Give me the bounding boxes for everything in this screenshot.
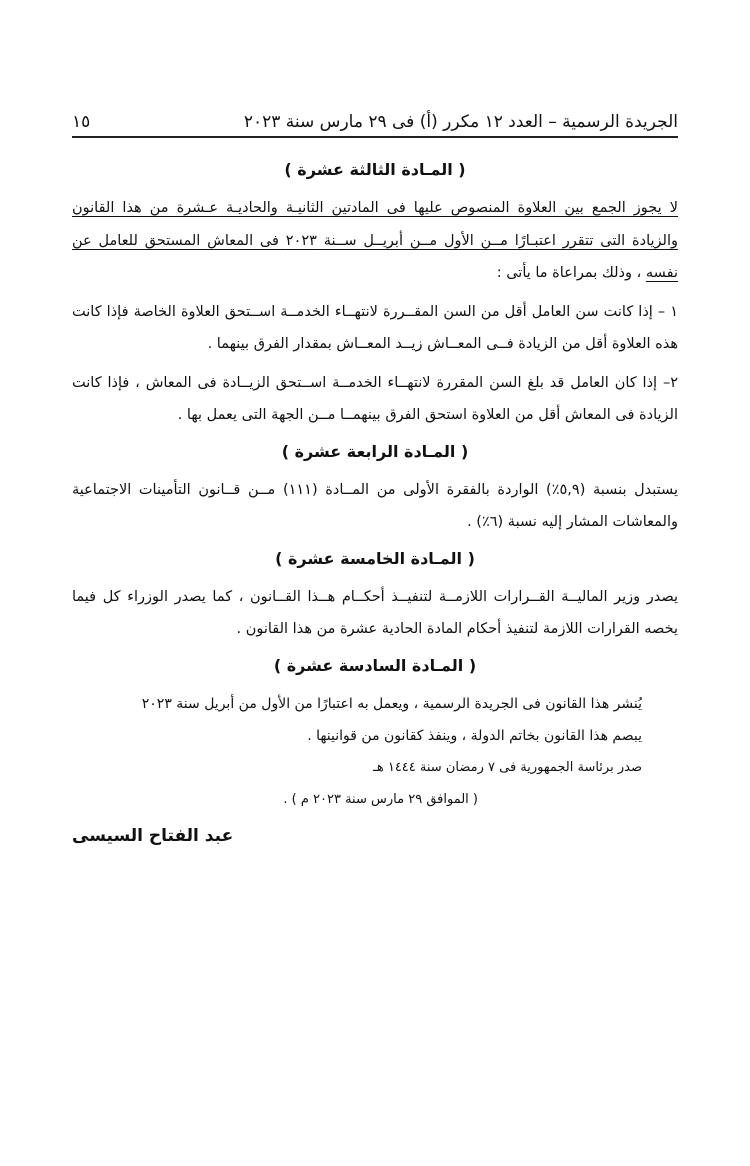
- article-13-intro-underlined: لا يجوز الجمع بين العلاوة المنصوص عليها فى المادتين الثانيـة والحاديـة عـشرة من هذا القانون والزيادة التى تتقرر اعتبـارًا مــن الأول مــن أبريــل ســنة ٢٠٢٣ فى المعاش المستحق للعامل عن نفسه: [72, 200, 678, 281]
- gazette-title: الجريدة الرسمية – العدد ١٢ مكرر (أ) فى ٢٩ مارس سنة ٢٠٢٣: [243, 112, 678, 132]
- signature: عبد الفتاح السيسى: [72, 825, 234, 846]
- header-divider: [72, 136, 678, 138]
- article-14-text: يستبدل بنسبة (٥,٩٪) الواردة بالفقرة الأولى من المــادة (١١١) مــن قــانون التأمينات الاجتماعية والمعاشات المشار إليه نسبة (٦٪) .: [72, 481, 678, 530]
- issuance-line-1: صدر برئاسة الجمهورية فى ٧ رمضان سنة ١٤٤٤ هـ: [373, 759, 642, 775]
- article-15-heading: ( المـادة الخامسة عشرة ): [275, 548, 475, 568]
- article-16-line-2: يبصم هذا القانون بخاتم الدولة ، وينفذ كقانون من قوانينها .: [307, 727, 642, 744]
- page-number: ١٥: [72, 112, 91, 132]
- issuance-line-2: ( الموافق ٢٩ مارس سنة ٢٠٢٣ م ) .: [283, 791, 478, 807]
- article-13-intro-rest: ، وذلك بمراعاة ما يأتى :: [496, 265, 646, 281]
- article-14-heading: ( المـادة الرابعة عشرة ): [281, 441, 469, 461]
- article-13-item-1: ١ – إذا كانت سن العامل أقل من السن المقــررة لانتهــاء الخدمــة اســتحق العلاوة الخاصة فإذا كانت هذه العلاوة أقل من الزيادة فــى المعــاش زيــد المعــاش بمقدار الفرق بينهما .: [72, 303, 678, 352]
- article-13-item-2: ٢– إذا كان العامل قد بلغ السن المقررة لانتهــاء الخدمــة اســتحق الزيــادة فى المعاش ، فإذا كانت الزيادة فى المعاش أقل من العلاوة استحق الفرق بينهمــا مــن الجهة التى يعمل بها .: [72, 374, 678, 423]
- article-16-heading: ( المـادة السادسة عشرة ): [273, 655, 477, 675]
- article-13-heading: ( المـادة الثالثة عشرة ): [284, 160, 466, 179]
- article-13-intro: [72, 192, 678, 290]
- article-15-text: يصدر وزير الماليــة القــرارات اللازمــة لتنفيــذ أحكــام هــذا القــانون ، كما يصدر الوزراء كل فيما يخصه القرارات اللازمة لتنفيذ أحكام المادة الحادية عشرة من هذا القانون .: [72, 588, 678, 637]
- page-content: [72, 150, 678, 846]
- article-16-line-1: يُنشر هذا القانون فى الجريدة الرسمية ، ويعمل به اعتبارًا من الأول من أبريل سنة ٢٠٢٣: [141, 695, 642, 712]
- page-header: [72, 96, 678, 132]
